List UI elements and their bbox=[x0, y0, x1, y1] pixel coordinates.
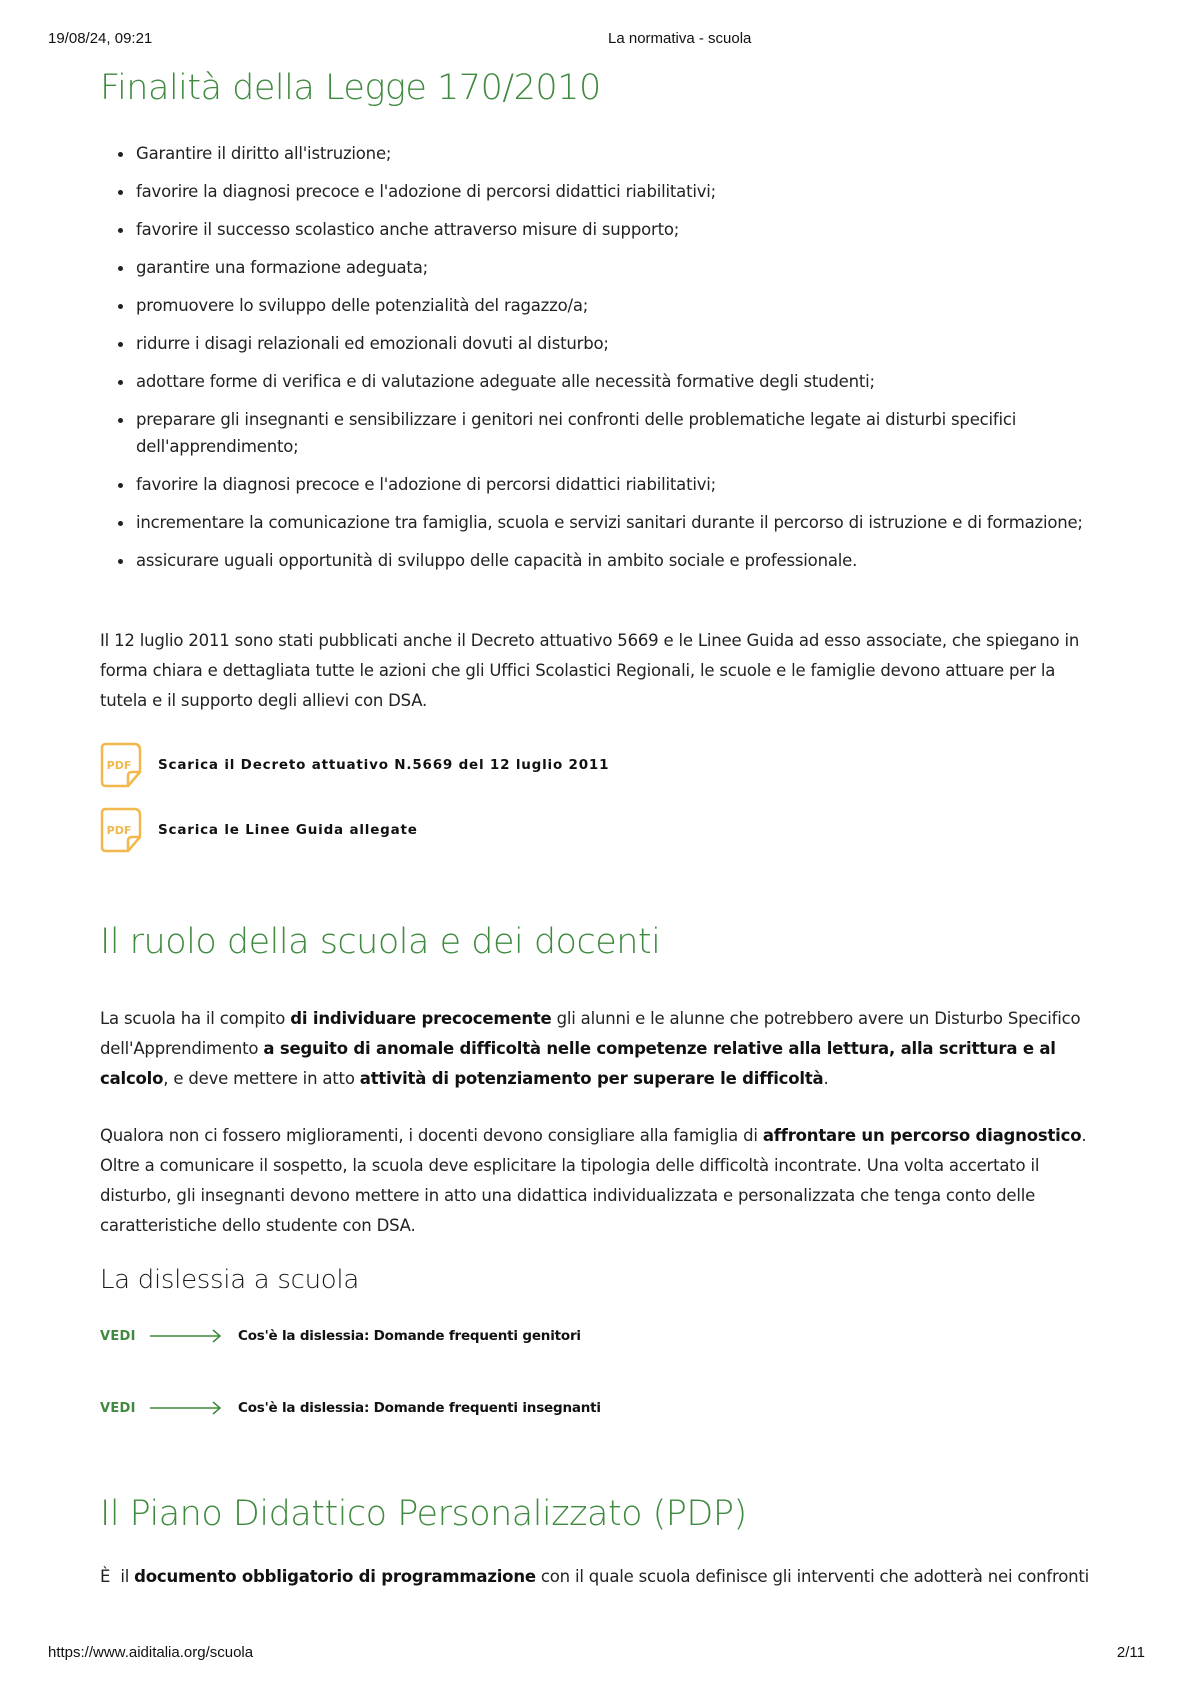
text-run: , e deve mettere in atto bbox=[163, 1069, 360, 1088]
text-run: gli alunni e le alunne che potrebbero avere un Disturbo Specifico dell'Apprendimento bbox=[100, 1009, 1081, 1058]
list-item: favorire il successo scolastico anche attraverso misure di supporto; bbox=[136, 216, 1096, 243]
list-item: incrementare la comunicazione tra famiglia, scuola e servizi sanitari durante il percorso di istruzione e di formazione; bbox=[136, 509, 1096, 536]
bold-run: affrontare un percorso diagnostico bbox=[762, 1126, 1082, 1145]
bold-run: di individuare precocemente bbox=[290, 1009, 552, 1028]
list-item: favorire la diagnosi precoce e l'adozione di percorsi didattici riabilitativi; bbox=[136, 471, 1096, 498]
heading-finalita: Finalità della Legge 170/2010 bbox=[100, 68, 601, 108]
list-item: Garantire il diritto all'istruzione; bbox=[136, 140, 1096, 167]
svg-text:PDF: PDF bbox=[106, 824, 132, 837]
download-label: Scarica il Decreto attuativo N.5669 del 12 luglio 2011 bbox=[158, 757, 610, 773]
heading-ruolo: Il ruolo della scuola e dei docenti bbox=[100, 922, 661, 962]
faq-genitori-link[interactable]: Cos'è la dislessia: Domande frequenti genitori bbox=[238, 1328, 581, 1344]
bold-run: attività di potenziamento per superare le difficoltà bbox=[359, 1069, 824, 1088]
vedi-row-insegnanti bbox=[100, 1400, 601, 1416]
vedi-row-genitori bbox=[100, 1328, 581, 1344]
text-run: È il bbox=[100, 1567, 135, 1586]
text-run: La scuola ha il compito bbox=[100, 1009, 291, 1028]
text-run: . bbox=[823, 1069, 829, 1088]
ruolo-paragraph-2 bbox=[100, 1121, 1100, 1241]
download-linee-guida-link[interactable] bbox=[100, 807, 418, 853]
text-run: con il quale scuola definisce gli interventi che adotterà nei confronti bbox=[535, 1567, 1090, 1586]
vedi-label: VEDI bbox=[100, 1400, 136, 1416]
list-item: preparare gli insegnanti e sensibilizzare i genitori nei confronti delle problematiche legate ai disturbi specifici dell'apprendimento; bbox=[136, 406, 1096, 460]
heading-pdp: Il Piano Didattico Personalizzato (PDP) bbox=[100, 1494, 747, 1534]
download-label: Scarica le Linee Guida allegate bbox=[158, 822, 418, 838]
text-run: Qualora non ci fossero miglioramenti, i docenti devono consigliare alla famiglia di bbox=[100, 1126, 763, 1145]
goals-list bbox=[100, 140, 1096, 585]
pdf-file-icon bbox=[100, 807, 142, 853]
arrow-right-icon bbox=[150, 1329, 222, 1343]
faq-insegnanti-link[interactable]: Cos'è la dislessia: Domande frequenti insegnanti bbox=[238, 1400, 601, 1416]
print-page-title: La normativa - scuola bbox=[608, 30, 752, 47]
list-item: garantire una formazione adeguata; bbox=[136, 254, 1096, 281]
list-item: ridurre i disagi relazionali ed emozionali dovuti al disturbo; bbox=[136, 330, 1096, 357]
list-item: promuovere lo sviluppo delle potenzialità del ragazzo/a; bbox=[136, 292, 1096, 319]
print-page-number: 2/11 bbox=[1116, 1644, 1145, 1661]
heading-dislessia: La dislessia a scuola bbox=[100, 1265, 359, 1295]
arrow-right-icon bbox=[150, 1401, 222, 1415]
text-run: . Oltre a comunicare il sospetto, la scuola deve esplicitare la tipologia delle difficoltà incontrate. Una volta accertato il disturbo, gli insegnanti devono mettere in atto una didattica individualizzata e personalizzata che tenga conto delle caratteristiche dello studente con DSA. bbox=[100, 1126, 1087, 1235]
pdf-file-icon bbox=[100, 742, 142, 788]
decreto-paragraph: Il 12 luglio 2011 sono stati pubblicati anche il Decreto attuativo 5669 e le Linee Guida ad esso associate, che spiegano in forma chiara e dettagliata tutte le azioni che gli Uffici Scolastici Regionali, le scuole e le famiglie devono attuare per la tutela e il supporto degli allievi con DSA. bbox=[100, 631, 1080, 710]
pdp-paragraph bbox=[100, 1562, 1100, 1592]
download-decreto-link[interactable] bbox=[100, 742, 609, 788]
vedi-label: VEDI bbox=[100, 1328, 136, 1344]
list-item: assicurare uguali opportunità di sviluppo delle capacità in ambito sociale e professionale. bbox=[136, 547, 1096, 574]
ruolo-paragraph-1 bbox=[100, 1004, 1100, 1094]
bold-run: documento obbligatorio di programmazione bbox=[134, 1567, 536, 1586]
list-item: adottare forme di verifica e di valutazione adeguate alle necessità formative degli studenti; bbox=[136, 368, 1096, 395]
list-item: favorire la diagnosi precoce e l'adozione di percorsi didattici riabilitativi; bbox=[136, 178, 1096, 205]
print-url: https://www.aiditalia.org/scuola bbox=[48, 1644, 254, 1661]
bold-run: a seguito di anomale difficoltà nelle competenze relative alla lettura, alla scrittura e al calcolo bbox=[100, 1039, 1056, 1088]
print-datetime: 19/08/24, 09:21 bbox=[48, 30, 153, 47]
svg-text:PDF: PDF bbox=[106, 759, 132, 772]
